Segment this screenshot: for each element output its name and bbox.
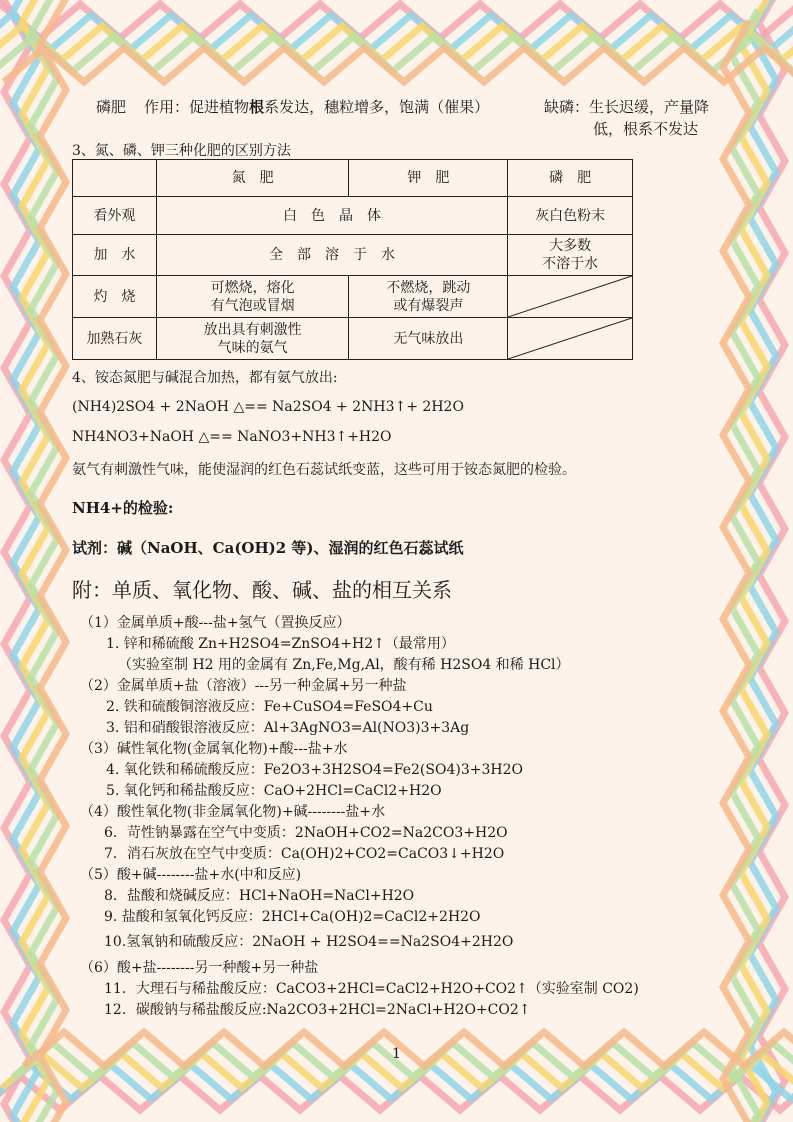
nh4-test-reagent: 试剂：碱（NaOH、Ca(OH)2 等)、湿润的红色石蕊试纸 (72, 539, 464, 557)
phosphate-deficiency-line1: 缺磷：生长迟缓，产量降 (544, 98, 710, 116)
list-item: （2）金属单质+盐（溶液）---另一种金属+另一种盐 (80, 678, 407, 694)
phosphate-effect: 磷肥 作用：促进植物根系发达，穗粒增多，饱满（催果） (96, 98, 490, 116)
table-corner-cell (73, 160, 157, 197)
header-nitrogen: 氮 肥 (156, 160, 349, 197)
equation-ammonium-nitrate: NH4NO3+NaOH △== NaNO3+NH3↑+H2O (72, 429, 392, 445)
row-label: 加 水 (73, 235, 157, 276)
cell-n: 可燃烧，熔化 有气泡或冒烟 (156, 276, 349, 318)
list-item: （1）金属单质+酸---盐+氢气（置换反应） (80, 615, 351, 631)
list-item: （5）酸+碱--------盐+水(中和反应) (80, 867, 302, 883)
list-item: 11．大理石与稀盐酸反应：CaCO3+2HCl=CaCl2+H2O+CO2↑（实验室制 CO2) (104, 981, 639, 997)
cell-p: 大多数 不溶于水 (508, 235, 633, 276)
header-phosphorus: 磷 肥 (508, 160, 633, 197)
equation-ammonium-sulfate: (NH4)2SO4 + 2NaOH △== Na2SO4 + 2NH3↑+ 2H2O (72, 399, 464, 415)
list-item: （实验室制 H2 用的金属有 Zn,Fe,Mg,Al，酸有稀 H2SO4 和稀 HCl） (118, 657, 570, 673)
nh4-test-title: NH4+的检验: (72, 499, 174, 517)
cell-p: 灰白色粉末 (508, 197, 633, 235)
list-item: （4）酸性氧化物(非金属氧化物)+碱--------盐+水 (80, 804, 386, 820)
cell-n: 放出具有刺激性 气味的氨气 (156, 318, 349, 360)
list-item: （3）碱性氧化物(金属氧化物)+酸---盐+水 (80, 741, 348, 757)
list-item: 10.氢氧钠和硫酸反应：2NaOH + H2SO4==Na2SO4+2H2O (104, 934, 514, 950)
cell-k: 无气味放出 (349, 318, 508, 360)
cell-empty-diagonal (508, 318, 633, 360)
cell-nk: 白 色 晶 体 (156, 197, 507, 235)
row-label: 看外观 (73, 197, 157, 235)
phosphate-deficiency-line2: 低，根系不发达 (593, 120, 699, 138)
page-number: 1 (392, 1046, 401, 1062)
row-label: 灼 烧 (73, 276, 157, 318)
table-row (73, 318, 633, 360)
table-row (73, 197, 633, 235)
list-item: （6）酸+盐--------另一种酸+另一种盐 (80, 960, 319, 976)
section4-title: 4、铵态氮肥与碱混合加热，都有氨气放出: (72, 370, 338, 386)
list-item: 5. 氧化钙和稀盐酸反应：CaO+2HCl=CaCl2+H2O (106, 783, 442, 799)
list-item: 7．消石灰放在空气中变质：Ca(OH)2+CO2=CaCO3↓+H2O (104, 846, 505, 862)
ammonia-note: 氨气有刺激性气味，能使湿润的红色石蕊试纸变蓝，这些可用于铵态氮肥的检验。 (72, 462, 576, 478)
row-label: 加熟石灰 (73, 318, 157, 360)
cell-empty-diagonal (508, 276, 633, 318)
header-potassium: 钾 肥 (349, 160, 508, 197)
appendix-title: 附：单质、氧化物、酸、碱、盐的相互关系 (72, 578, 452, 602)
list-item: 3. 铝和硝酸银溶液反应：Al+3AgNO3=Al(NO3)3+3Ag (106, 720, 470, 736)
section3-title: 3、氮、磷、钾三种化肥的区别方法 (72, 143, 291, 159)
list-item: 4. 氧化铁和稀硫酸反应：Fe2O3+3H2SO4=Fe2(SO4)3+3H2O (106, 762, 523, 778)
table-row (73, 235, 633, 276)
table-header-row (73, 160, 633, 197)
list-item: 8．盐酸和烧碱反应：HCl+NaOH=NaCl+H2O (104, 888, 415, 904)
table-row (73, 276, 633, 318)
list-item: 6．苛性钠暴露在空气中变质：2NaOH+CO2=Na2CO3+H2O (104, 825, 508, 841)
fertilizer-comparison-table (72, 159, 633, 360)
list-item: 2. 铁和硫酸铜溶液反应：Fe+CuSO4=FeSO4+Cu (106, 699, 433, 715)
cell-nk: 全 部 溶 于 水 (156, 235, 507, 276)
list-item: 9. 盐酸和氢氧化钙反应：2HCl+Ca(OH)2=CaCl2+2H2O (104, 909, 481, 925)
cell-k: 不燃烧，跳动 或有爆裂声 (349, 276, 508, 318)
list-item: 12．碳酸钠与稀盐酸反应:Na2CO3+2HCl=2NaCl+H2O+CO2↑ (104, 1002, 531, 1018)
list-item: 1. 锌和稀硫酸 Zn+H2SO4=ZnSO4+H2↑（最常用） (106, 636, 455, 652)
